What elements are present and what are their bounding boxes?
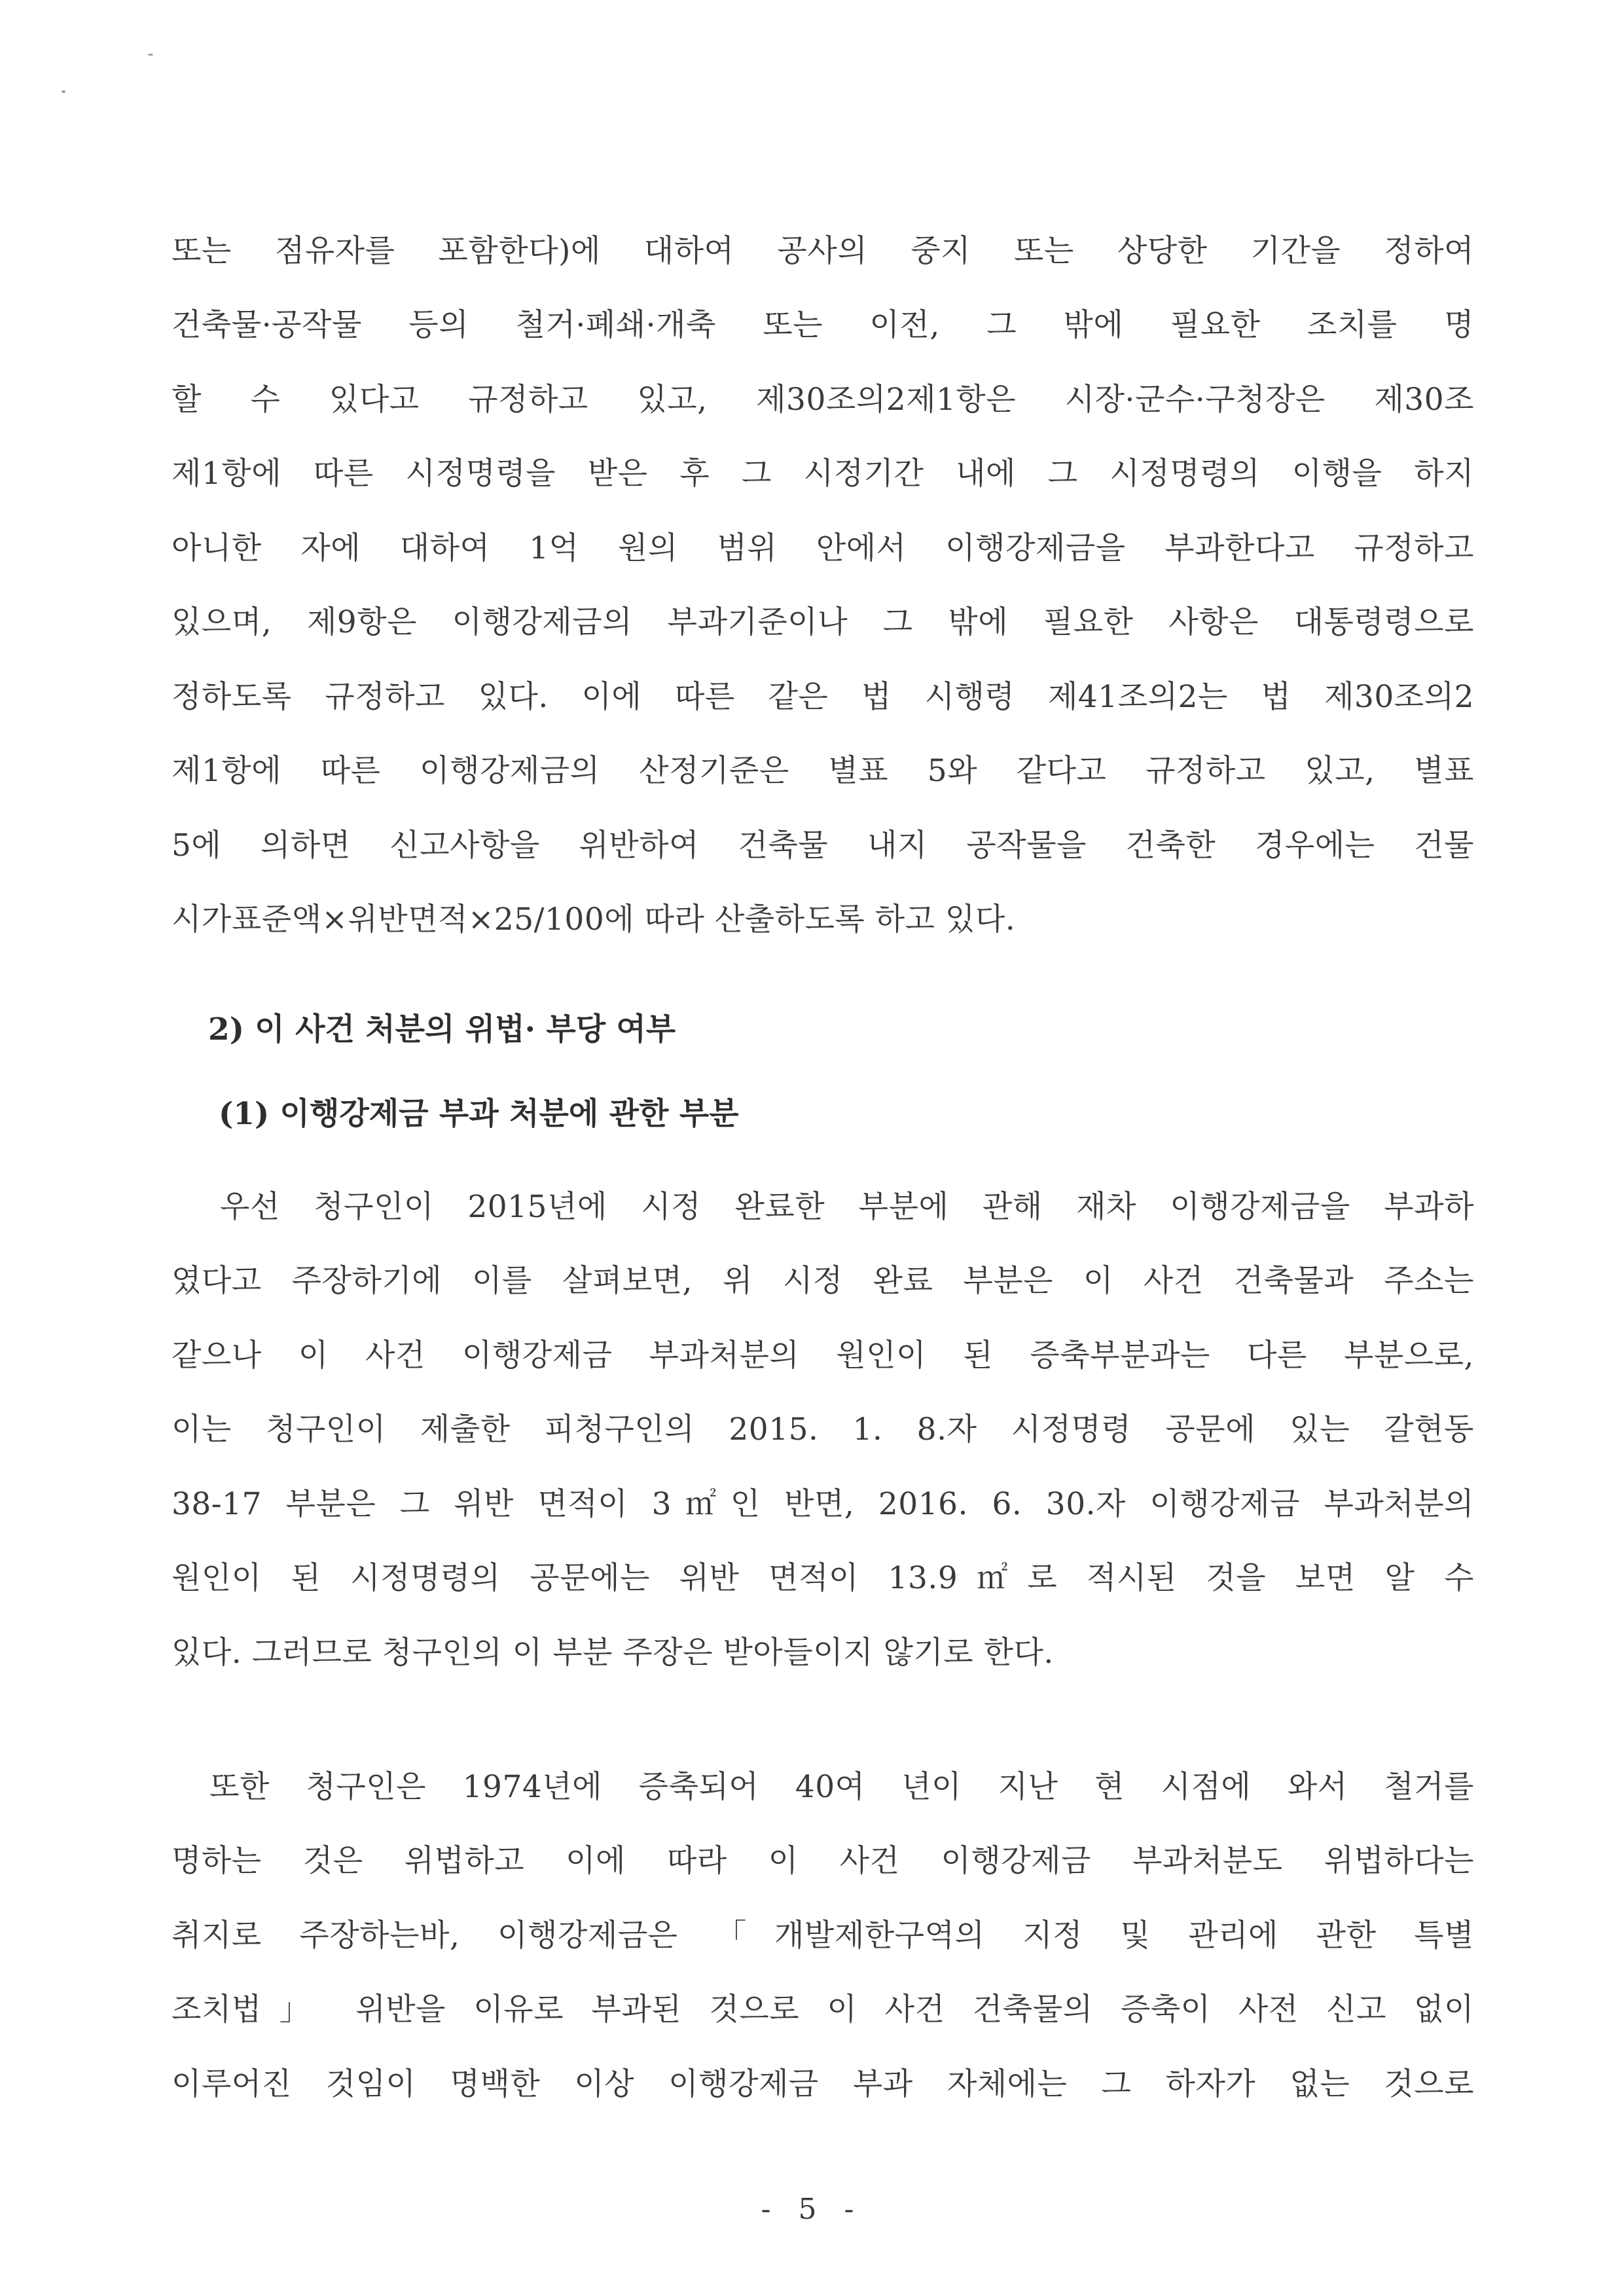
- text-line: 원인이 된 시정명령의 공문에는 위반 면적이 13.9㎡로 적시된 것을 보면 알 수: [171, 1560, 1474, 1596]
- text-line: 정하도록 규정하고 있다. 이에 따른 같은 법 시행령 제41조의2는 법 제30조의2: [171, 679, 1474, 715]
- text-line: 할 수 있다고 규정하고 있고, 제30조의2제1항은 시장·군수·구청장은 제30조: [171, 382, 1474, 418]
- text-line: 제1항에 따른 시정명령을 받은 후 그 시정기간 내에 그 시정명령의 이행을 하지: [171, 456, 1474, 492]
- text-line: 있으며, 제9항은 이행강제금의 부과기준이나 그 밖에 필요한 사항은 대통령령으로: [171, 604, 1474, 640]
- text-line: 또는 점유자를 포함한다)에 대하여 공사의 중지 또는 상당한 기간을 정하여: [171, 233, 1474, 269]
- scan-speck: [62, 90, 65, 93]
- text-line: 또한 청구인은 1974년에 증축되어 40여 년이 지난 현 시점에 와서 철거를: [209, 1769, 1474, 1805]
- text-line: 5에 의하면 신고사항을 위반하여 건축물 내지 공작물을 건축한 경우에는 건물: [171, 828, 1474, 864]
- text-line: 38-17 부분은 그 위반 면적이 3㎡인 반면, 2016. 6. 30.자 이행강제금 부과처분의: [171, 1486, 1474, 1522]
- text-line: 명하는 것은 위법하고 이에 따라 이 사건 이행강제금 부과처분도 위법하다는: [171, 1843, 1474, 1879]
- text-line: 건축물·공작물 등의 철거·폐쇄·개축 또는 이전, 그 밖에 필요한 조치를 명: [171, 307, 1474, 343]
- text-line: 같으나 이 사건 이행강제금 부과처분의 원인이 된 증축부분과는 다른 부분으로,: [171, 1338, 1474, 1374]
- text-line: 아니한 자에 대하여 1억 원의 범위 안에서 이행강제금을 부과한다고 규정하고: [171, 530, 1474, 566]
- text-line: 제1항에 따른 이행강제금의 산정기준은 별표 5와 같다고 규정하고 있고, 별표: [171, 753, 1474, 789]
- text-line: 시가표준액×위반면적×25/100에 따라 산출하도록 하고 있다.: [171, 902, 1016, 938]
- text-line: 이는 청구인이 제출한 피청구인의 2015. 1. 8.자 시정명령 공문에 있는 갈현동: [171, 1412, 1474, 1448]
- subsection-heading: (1) 이행강제금 부과 처분에 관한 부분: [219, 1096, 739, 1132]
- text-line: 이루어진 것임이 명백한 이상 이행강제금 부과 자체에는 그 하자가 없는 것으로: [171, 2066, 1474, 2102]
- text-line: 였다고 주장하기에 이를 살펴보면, 위 시정 완료 부분은 이 사건 건축물과 주소는: [171, 1263, 1474, 1299]
- text-line: 취지로 주장하는바, 이행강제금은 「개발제한구역의 지정 및 관리에 관한 특별: [171, 1918, 1474, 1954]
- scan-speck: [148, 54, 153, 56]
- text-line: 조치법」 위반을 이유로 부과된 것으로 이 사건 건축물의 증축이 사전 신고 없이: [171, 1992, 1474, 2028]
- page-number: - 5 -: [761, 2193, 863, 2226]
- text-line: 우선 청구인이 2015년에 시정 완료한 부분에 관해 재차 이행강제금을 부과하: [220, 1189, 1474, 1225]
- text-line: 있다. 그러므로 청구인의 이 부분 주장은 받아들이지 않기로 한다.: [171, 1635, 1054, 1671]
- section-heading: 2) 이 사건 처분의 위법· 부당 여부: [208, 1011, 676, 1048]
